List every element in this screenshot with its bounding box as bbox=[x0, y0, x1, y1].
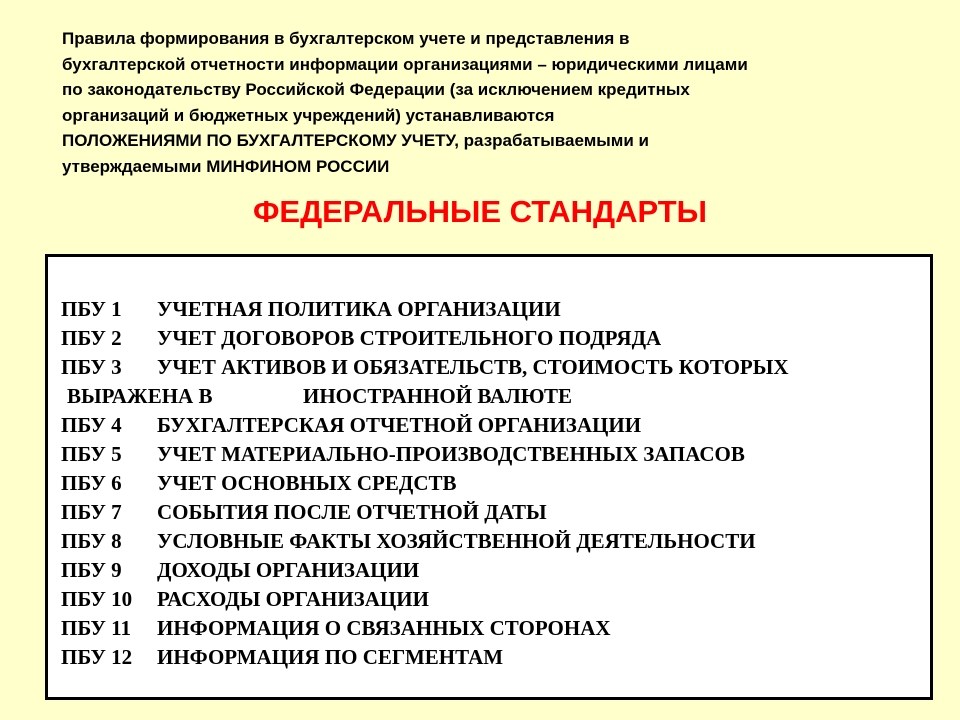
standard-title: УСЛОВНЫЕ ФАКТЫ ХОЗЯЙСТВЕННОЙ ДЕЯТЕЛЬНОСТИ bbox=[157, 529, 756, 553]
standard-title: УЧЕТ МАТЕРИАЛЬНО-ПРОИЗВОДСТВЕННЫХ ЗАПАСОВ bbox=[157, 442, 745, 466]
standard-title: УЧЕТ ОСНОВНЫХ СРЕДСТВ bbox=[157, 471, 457, 495]
standard-item bbox=[61, 614, 789, 643]
standard-item bbox=[61, 498, 789, 527]
standard-title: СОБЫТИЯ ПОСЛЕ ОТЧЕТНОЙ ДАТЫ bbox=[157, 500, 547, 524]
standard-title: ИНФОРМАЦИЯ О СВЯЗАННЫХ СТОРОНАХ bbox=[157, 616, 611, 640]
standard-title: РАСХОДЫ ОРГАНИЗАЦИИ bbox=[157, 587, 429, 611]
intro-line: ПОЛОЖЕНИЯМИ ПО БУХГАЛТЕРСКОМУ УЧЕТУ, разрабатываемыми и bbox=[62, 131, 649, 150]
section-heading: ФЕДЕРАЛЬНЫЕ СТАНДАРТЫ bbox=[252, 194, 708, 229]
standard-item bbox=[61, 324, 789, 353]
standard-code: ПБУ 3 bbox=[61, 355, 122, 379]
standard-item bbox=[61, 643, 789, 672]
standards-panel bbox=[45, 254, 933, 700]
standard-code: ПБУ 7 bbox=[61, 500, 122, 524]
standard-code: ПБУ 9 bbox=[61, 558, 122, 582]
standard-item bbox=[61, 556, 789, 585]
intro-line: утверждаемыми МИНФИНОМ РОССИИ bbox=[62, 156, 390, 176]
standard-title: УЧЕТ АКТИВОВ И ОБЯЗАТЕЛЬСТВ, СТОИМОСТЬ КОТОРЫХ bbox=[157, 355, 789, 379]
standard-code: ПБУ 5 bbox=[61, 442, 122, 466]
standard-title: УЧЕТ ДОГОВОРОВ СТРОИТЕЛЬНОГО ПОДРЯДА bbox=[157, 326, 662, 350]
standard-code: ПБУ 11 bbox=[61, 616, 131, 640]
standard-code: ПБУ 2 bbox=[61, 326, 122, 350]
standard-item bbox=[61, 411, 789, 440]
standard-item-continuation bbox=[61, 382, 789, 411]
standards-list bbox=[61, 295, 789, 672]
standard-item bbox=[61, 353, 789, 382]
standard-item bbox=[61, 440, 789, 469]
intro-line: бухгалтерской отчетности информации организациями – юридическими лицами bbox=[62, 54, 748, 74]
standard-code: ПБУ 1 bbox=[61, 297, 122, 321]
intro-paragraph bbox=[62, 26, 942, 179]
standard-code: ПБУ 4 bbox=[61, 413, 122, 437]
standard-code: ПБУ 10 bbox=[61, 587, 133, 611]
intro-line: по законодательству Российской Федерации (за исключением кредитных bbox=[62, 80, 690, 99]
standard-item bbox=[61, 295, 789, 324]
standard-code: ПБУ 12 bbox=[61, 645, 133, 669]
intro-line: организаций и бюджетных учреждений) устанавливаются bbox=[62, 105, 555, 125]
standard-title: УЧЕТНАЯ ПОЛИТИКА ОРГАНИЗАЦИИ bbox=[157, 297, 561, 321]
standard-title: БУХГАЛТЕРСКАЯ ОТЧЕТНОЙ ОРГАНИЗАЦИИ bbox=[157, 413, 642, 437]
standard-title: ДОХОДЫ ОРГАНИЗАЦИИ bbox=[157, 558, 420, 582]
standard-code: ПБУ 6 bbox=[61, 471, 122, 495]
standard-item bbox=[61, 469, 789, 498]
standard-code: ПБУ 8 bbox=[61, 529, 122, 553]
standard-item bbox=[61, 527, 789, 556]
standard-title: ИНФОРМАЦИЯ ПО СЕГМЕНТАМ bbox=[157, 645, 504, 669]
standard-item bbox=[61, 585, 789, 614]
standard-continuation: ИНОСТРАННОЙ ВАЛЮТЕ bbox=[303, 384, 572, 408]
standard-continuation: ВЫРАЖЕНА В bbox=[67, 384, 213, 408]
intro-line: Правила формирования в бухгалтерском учете и представления в bbox=[62, 29, 630, 48]
